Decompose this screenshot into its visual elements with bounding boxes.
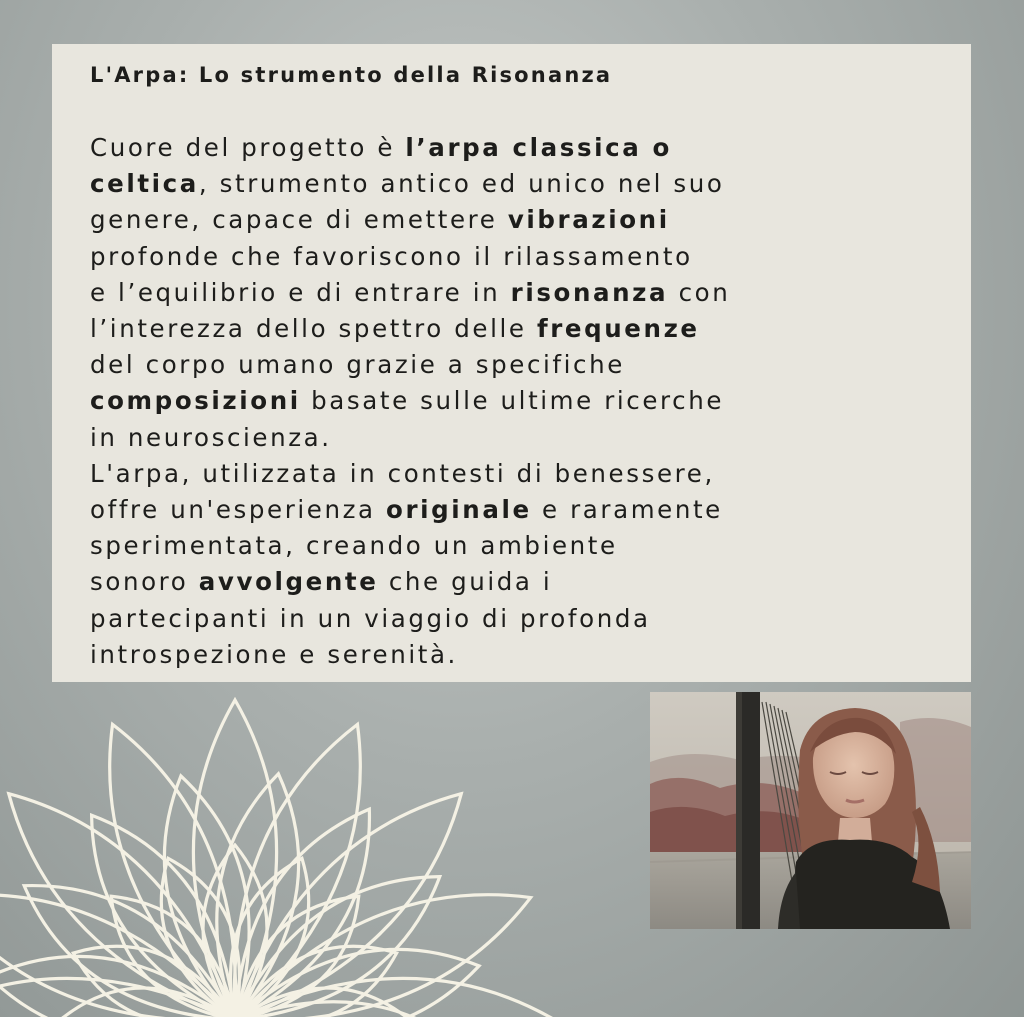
body-line	[90, 601, 941, 637]
body-text: l’interezza dello spettro delle	[90, 314, 537, 344]
body-line	[90, 492, 941, 528]
emphasis-text: vibrazioni	[507, 205, 670, 235]
lotus-mandala-icon	[0, 690, 700, 1017]
body-line	[90, 275, 941, 311]
body-line	[90, 456, 941, 492]
body-line	[90, 202, 941, 238]
body-line	[90, 528, 941, 564]
body-text: profonde che favoriscono il rilassamento	[90, 241, 693, 271]
body-text: e l’equilibrio e di entrare in	[90, 277, 511, 307]
emphasis-text: originale	[386, 495, 532, 525]
body-line	[90, 166, 941, 202]
body-line	[90, 347, 941, 383]
body-line	[90, 383, 941, 419]
body-line	[90, 420, 941, 456]
card-title: L'Arpa: Lo strumento della Risonanza	[90, 63, 613, 87]
body-text: Cuore del progetto è	[90, 133, 406, 162]
body-text: del corpo umano grazie a specifiche	[90, 350, 625, 380]
body-text: sperimentata, creando un ambiente	[90, 531, 618, 561]
harpist-photo	[650, 692, 971, 929]
body-text: che guida i	[378, 567, 553, 597]
emphasis-text: composizioni	[90, 386, 301, 416]
body-text: in neuroscienza.	[90, 422, 332, 452]
emphasis-text: frequenze	[536, 314, 700, 344]
body-text: basate sulle ultime ricerche	[300, 386, 725, 416]
body-text: e raramente	[531, 495, 723, 525]
card-body	[90, 130, 941, 673]
body-text: introspezione e serenità.	[90, 639, 458, 669]
body-text: con	[668, 277, 731, 307]
emphasis-text: l’arpa classica o	[405, 133, 672, 162]
text-card	[52, 44, 971, 682]
body-line	[90, 564, 941, 600]
body-text: L'arpa, utilizzata in contesti di benessere,	[90, 458, 715, 488]
body-text: genere, capace di emettere	[90, 205, 508, 235]
body-line	[90, 130, 941, 166]
body-text: offre un'esperienza	[90, 495, 387, 525]
body-line	[90, 637, 941, 673]
body-text: partecipanti in un viaggio di profonda	[90, 603, 651, 633]
body-text: , strumento antico ed unico nel suo	[198, 169, 725, 199]
body-line	[90, 239, 941, 275]
body-text: sonoro	[90, 567, 199, 597]
emphasis-text: avvolgente	[198, 567, 379, 597]
body-line	[90, 311, 941, 347]
emphasis-text: risonanza	[510, 277, 669, 307]
emphasis-text: celtica	[90, 169, 199, 199]
